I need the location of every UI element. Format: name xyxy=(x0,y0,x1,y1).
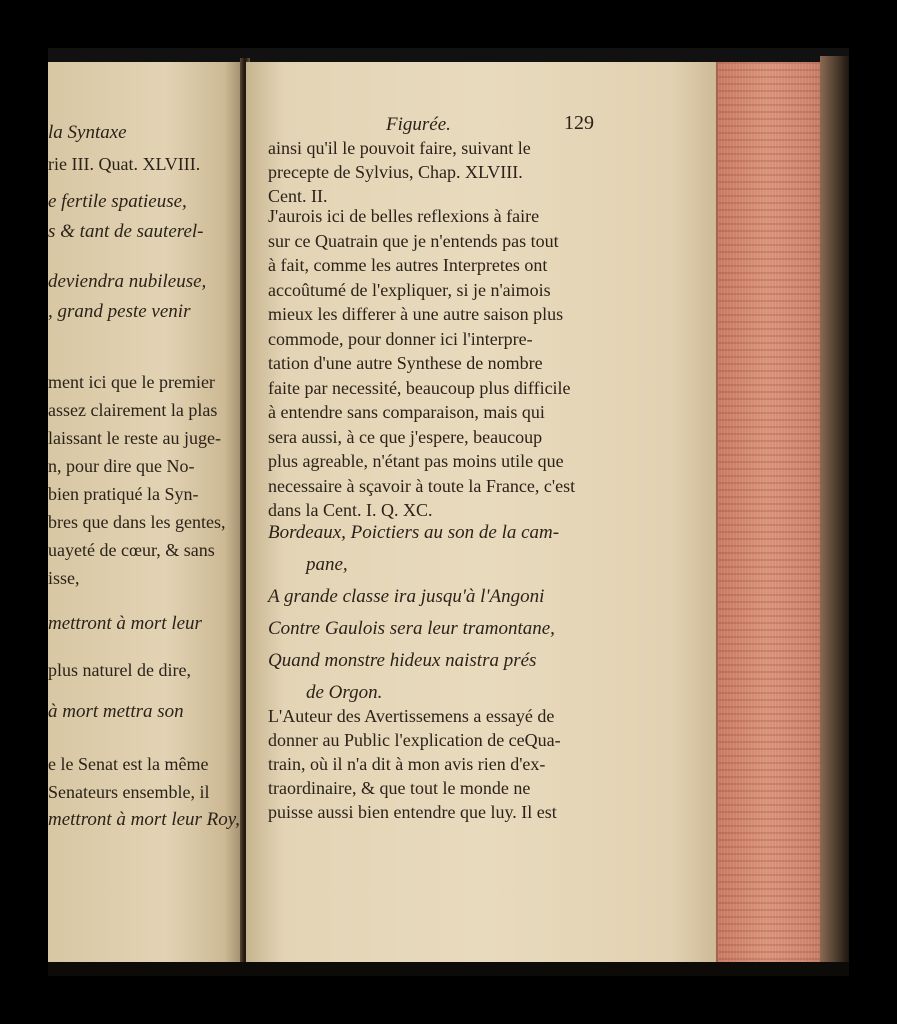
left-text-line: à mort mettra son xyxy=(48,701,184,722)
p2-line: sur ce Quatrain que je n'entends pas tout xyxy=(268,230,559,251)
left-text-line: isse, xyxy=(48,568,80,588)
p3-line: L'Auteur des Avertissemens a essayé de xyxy=(268,706,555,726)
p2-line: à entendre sans comparaison, mais qui xyxy=(268,402,545,422)
background-surface xyxy=(48,962,849,976)
left-text-line: plus naturel de dire, xyxy=(48,660,191,680)
left-text-line: laissant le reste au juge- xyxy=(48,428,221,448)
p2-line: J'aurois ici de belles reflexions à faire xyxy=(268,206,540,226)
p2-line: tation d'une autre Synthese de nombre xyxy=(268,353,543,373)
left-text-line: bien pratiqué la Syn- xyxy=(48,484,199,504)
left-page xyxy=(48,62,244,962)
left-text-line: n, pour dire que No- xyxy=(48,456,195,476)
verse-line: pane, xyxy=(306,554,348,575)
verse-line: de Orgon. xyxy=(306,682,383,703)
p2-line: commode, pour donner ici l'interpre- xyxy=(268,328,533,349)
left-text-line: Senateurs ensemble, il xyxy=(48,782,210,802)
left-page-header: la Syntaxe xyxy=(48,122,127,143)
p2-line: plus agreable, n'étant pas moins utile que xyxy=(268,451,564,471)
running-title: Figurée. xyxy=(386,114,451,135)
p2-line: faite par necessité, beaucoup plus difficile xyxy=(268,377,571,398)
p2-line: accoûtumé de l'expliquer, si je n'aimois xyxy=(268,279,551,300)
left-text-line: e le Senat est la même xyxy=(48,754,209,774)
p3-line: train, où il n'a dit à mon avis rien d'ex- xyxy=(268,754,546,774)
left-text-line: uayeté de cœur, & sans xyxy=(48,540,215,560)
p2-line: mieux les differer à une autre saison plus xyxy=(268,304,564,324)
verse-line: Quand monstre hideux naistra prés xyxy=(268,650,537,671)
left-text-line: s & tant de sauterel- xyxy=(48,221,204,242)
verse-line: A grande classe ira jusqu'à l'Angoni xyxy=(268,586,545,607)
book-cover-edge xyxy=(820,56,849,972)
left-text-line: mettront à mort leur xyxy=(48,613,202,634)
p2-line: dans la Cent. I. Q. XC. xyxy=(268,500,433,520)
p2-line: necessaire à sçavoir à toute la France, c'est xyxy=(268,475,576,496)
verse-line: Bordeaux, Poictiers au son de la cam- xyxy=(268,522,560,543)
left-text-line: assez clairement la plas xyxy=(48,400,218,420)
left-text-line: e fertile spatieuse, xyxy=(48,191,187,212)
right-page xyxy=(246,62,718,967)
left-text-line: mettront à mort leur Roy, xyxy=(48,809,240,830)
p3-line: donner au Public l'explication de ceQua- xyxy=(268,730,561,750)
p1-line: ainsi qu'il le pouvoit faire, suivant le xyxy=(268,138,531,158)
p3-line: puisse aussi bien entendre que luy. Il est xyxy=(268,802,557,822)
left-text-line: rie III. Quat. XLVIII. xyxy=(48,154,201,174)
verse-line: Contre Gaulois sera leur tramontane, xyxy=(268,618,555,639)
left-text-line: ment ici que le premier xyxy=(48,372,215,392)
photo-frame xyxy=(48,48,849,976)
left-text-line: , grand peste venir xyxy=(48,301,191,322)
left-text-line: deviendra nubileuse, xyxy=(48,271,207,292)
left-text-line: bres que dans les gentes, xyxy=(48,512,226,532)
page-number: 129 xyxy=(564,112,594,134)
p2-line: à fait, comme les autres Interpretes ont xyxy=(268,255,548,275)
p2-line: sera aussi, à ce que j'espere, beaucoup xyxy=(268,426,543,447)
p1-line: Cent. II. xyxy=(268,186,328,206)
p1-line: precepte de Sylvius, Chap. XLVIII. xyxy=(268,162,523,182)
p3-line: traordinaire, & que tout le monde ne xyxy=(268,778,531,798)
